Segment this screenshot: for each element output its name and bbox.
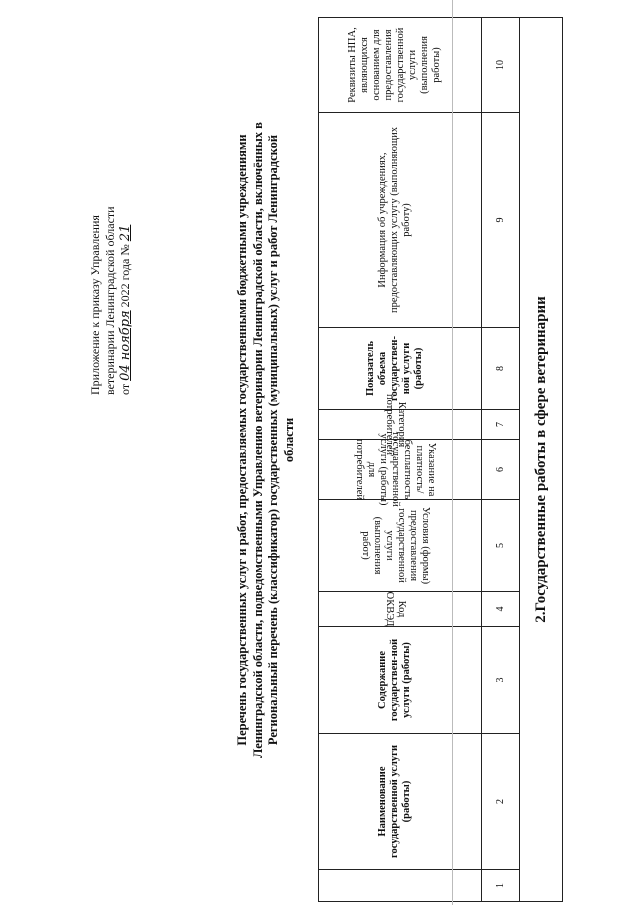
services-table (318, 17, 563, 902)
column-7 (319, 393, 519, 456)
column-8-number: 8 (495, 366, 506, 371)
section-heading: 2.Государственные работы в сфере ветеринарии (533, 296, 549, 623)
column-6-header: Указание на платность/ бесплатность государственной услуги (работы) для потребителей (354, 432, 437, 507)
column-2 (319, 733, 519, 869)
column-3-header: Содержание государствен-ной услуги (работы) (377, 638, 412, 722)
title-line-4: области (281, 417, 296, 463)
column-9-number: 9 (495, 217, 506, 223)
column-3-number: 3 (495, 677, 506, 683)
column-5-number: 5 (495, 543, 506, 548)
section-row-divider (519, 18, 520, 901)
title-line-2: Ленинградской области, подведомственными Управлению ветеринарии Ленинградской области, включённых в (250, 122, 265, 758)
title-line-1: Перечень государственных услуг и работ, предоставляемых государственными бюджетными учреждениями (235, 134, 249, 746)
document-title (235, 35, 297, 845)
column-10-number: 10 (495, 60, 506, 70)
column-8-header: Показатель объема государствен-ной услуги (работы) (365, 336, 424, 401)
appendix-line-2: ветеринарии Ленинградской области (103, 206, 117, 395)
column-2-header: Наименование государственной услуги (работы) (377, 745, 412, 858)
column-5-header: Условия (формы) предоставления государственной услуги (выполнения работ) (360, 506, 431, 585)
column-7-header: Категория потребителей (384, 393, 407, 456)
column-5 (319, 499, 519, 591)
number-row-divider (481, 18, 482, 901)
column-9 (319, 112, 519, 327)
appendix-line-1: Приложение к приказу Управления (88, 215, 102, 395)
appendix-date: 04 ноября (118, 310, 133, 381)
column-2-number: 2 (495, 799, 506, 804)
appendix-year-no: 2022 года № (118, 244, 132, 308)
title-line-3: Региональный перечень (классификатор) государственных (муниципальных) услуг и работ Ленинградской (266, 134, 280, 746)
column-10 (319, 18, 519, 112)
column-8 (319, 327, 519, 409)
column-4 (319, 591, 519, 626)
appendix-block (88, 75, 133, 395)
appendix-line-3 (118, 75, 133, 395)
column-7-number: 7 (495, 422, 506, 427)
appendix-from: от (118, 383, 132, 395)
column-1-header (325, 870, 465, 901)
column-1-number: 1 (495, 883, 506, 888)
fold-line (452, 0, 453, 905)
column-9-header: Информация об учреждениях, предоставляющих услугу (выполняющих работу) (377, 127, 412, 313)
column-6-number: 6 (495, 467, 506, 472)
column-1 (319, 869, 519, 901)
column-4-number: 4 (495, 606, 506, 612)
column-6 (319, 432, 519, 507)
column-4-header: Код ОКВЭД (384, 591, 407, 627)
column-3 (319, 626, 519, 733)
appendix-number: 21 (118, 224, 133, 242)
column-10-header: Реквизиты НПА, являющихся основанием для предоставления государственной услуги (выполнения работы) (347, 27, 442, 103)
